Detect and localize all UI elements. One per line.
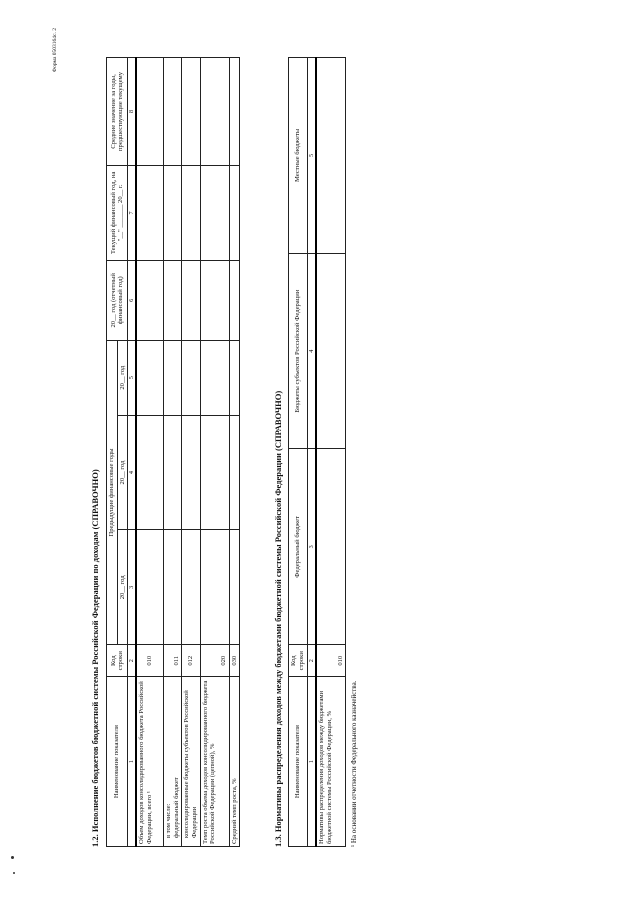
header-local: Местные бюджеты <box>289 58 308 254</box>
header-code: Код строки <box>289 645 308 677</box>
data-cell[interactable] <box>200 530 229 645</box>
data-cell[interactable] <box>316 58 346 254</box>
header-code: Код строки <box>107 645 128 677</box>
data-cell[interactable] <box>164 58 182 166</box>
data-cell[interactable] <box>316 253 346 449</box>
data-cell[interactable] <box>200 415 229 530</box>
col-num: 3 <box>128 530 137 645</box>
data-cell[interactable] <box>136 58 164 166</box>
column-numbers-row <box>308 58 317 847</box>
col-num: 5 <box>308 58 317 254</box>
col-num: 7 <box>128 165 137 260</box>
data-cell[interactable] <box>182 415 200 530</box>
row-label-sub: в том числе: <box>165 803 173 838</box>
data-cell[interactable] <box>136 165 164 260</box>
row-code: 010 <box>136 645 164 677</box>
row-label-sub: консолидированные бюджеты субъектов Российской Федерации <box>183 690 199 838</box>
col-num: 2 <box>308 645 317 677</box>
data-cell[interactable] <box>229 58 240 166</box>
row-label: Темп роста объема доходов консолидированного бюджета Российской Федерации (цепной), % <box>200 677 229 847</box>
header-row <box>107 58 118 847</box>
col-num: 4 <box>128 415 137 530</box>
row-code: 012 <box>182 645 200 677</box>
header-indicator: Наименование показателя <box>289 677 308 847</box>
section-1-2-title: 1.2. Исполнение бюджетов бюджетной системы Российской Федерации по доходам (СПРАВОЧНО) <box>90 469 100 847</box>
data-cell[interactable] <box>200 165 229 260</box>
data-cell[interactable] <box>182 260 200 340</box>
form-number: Форма 0503164с. 2 <box>52 28 58 73</box>
col-num: 1 <box>308 677 317 847</box>
col-num: 4 <box>308 253 317 449</box>
header-previous-years: Предыдущие финансовые годы <box>107 340 118 644</box>
data-cell[interactable] <box>229 260 240 340</box>
revenue-execution-table <box>106 57 240 847</box>
header-federal: Федеральный бюджет <box>289 449 308 645</box>
data-cell[interactable] <box>164 530 182 645</box>
col-num: 3 <box>308 449 317 645</box>
section-1-3-title: 1.3. Нормативы распределения доходов между бюджетами бюджетной системы Российской Федерации (СПРАВОЧНО) <box>273 390 283 847</box>
data-cell[interactable] <box>200 58 229 166</box>
data-cell[interactable] <box>182 165 200 260</box>
header-year-1: 20__ год <box>117 530 128 645</box>
header-average: Средние значение за годы, предшествующие текущему <box>107 58 128 166</box>
data-cell[interactable] <box>164 340 182 415</box>
row-code: 011 <box>164 645 182 677</box>
header-year-2: 20__ год <box>117 415 128 530</box>
col-num: 1 <box>128 677 137 847</box>
data-cell[interactable] <box>182 58 200 166</box>
data-cell[interactable] <box>229 340 240 415</box>
table-row <box>164 58 182 847</box>
table-row <box>229 58 240 847</box>
header-current-year: Текущий финансовый год, на "__" _______ 20__ г. <box>107 165 128 260</box>
header-reporting-year: 20__ год (отчетный финансовый год) <box>107 260 128 340</box>
column-numbers-row <box>128 58 137 847</box>
data-cell[interactable] <box>136 415 164 530</box>
data-cell[interactable] <box>200 260 229 340</box>
col-num: 2 <box>128 645 137 677</box>
data-cell[interactable] <box>164 415 182 530</box>
footnote: ¹ На основании отчетности Федерального казначейства. <box>350 680 358 847</box>
col-num: 5 <box>128 340 137 415</box>
row-label: Нормативы распределения доходов между бюджетами бюджетной системы Российской Федерации, % <box>316 677 346 847</box>
data-cell[interactable] <box>182 530 200 645</box>
data-cell[interactable] <box>164 260 182 340</box>
data-cell[interactable] <box>136 340 164 415</box>
scan-speck <box>13 872 15 874</box>
data-cell[interactable] <box>229 415 240 530</box>
table-row <box>200 58 229 847</box>
data-cell[interactable] <box>136 530 164 645</box>
row-code: 010 <box>316 645 346 677</box>
data-cell[interactable] <box>316 449 346 645</box>
row-code: 030 <box>229 645 240 677</box>
header-year-3: 20__ год <box>117 340 128 415</box>
data-cell[interactable] <box>200 340 229 415</box>
row-label-sub: федеральный бюджет <box>172 777 180 838</box>
header-subjects: Бюджеты субъектов Российской Федерации <box>289 253 308 449</box>
data-cell[interactable] <box>182 340 200 415</box>
header-row <box>289 58 308 847</box>
rotated-content <box>40 22 600 882</box>
row-label <box>182 677 200 847</box>
row-label: Объем доходов консолидированного бюджета Российской Федерации, всего ¹ <box>136 677 164 847</box>
distribution-norms-table <box>288 57 346 847</box>
table-row <box>136 58 164 847</box>
col-num: 8 <box>128 58 137 166</box>
row-label: Средний темп роста, % <box>229 677 240 847</box>
table-row <box>316 58 346 847</box>
row-code: 020 <box>200 645 229 677</box>
data-cell[interactable] <box>229 165 240 260</box>
table-row <box>182 58 200 847</box>
data-cell[interactable] <box>164 165 182 260</box>
data-cell[interactable] <box>136 260 164 340</box>
col-num: 6 <box>128 260 137 340</box>
scan-speck <box>11 856 14 859</box>
header-indicator: Наименование показателя <box>107 677 128 847</box>
data-cell[interactable] <box>229 530 240 645</box>
row-label <box>164 677 182 847</box>
